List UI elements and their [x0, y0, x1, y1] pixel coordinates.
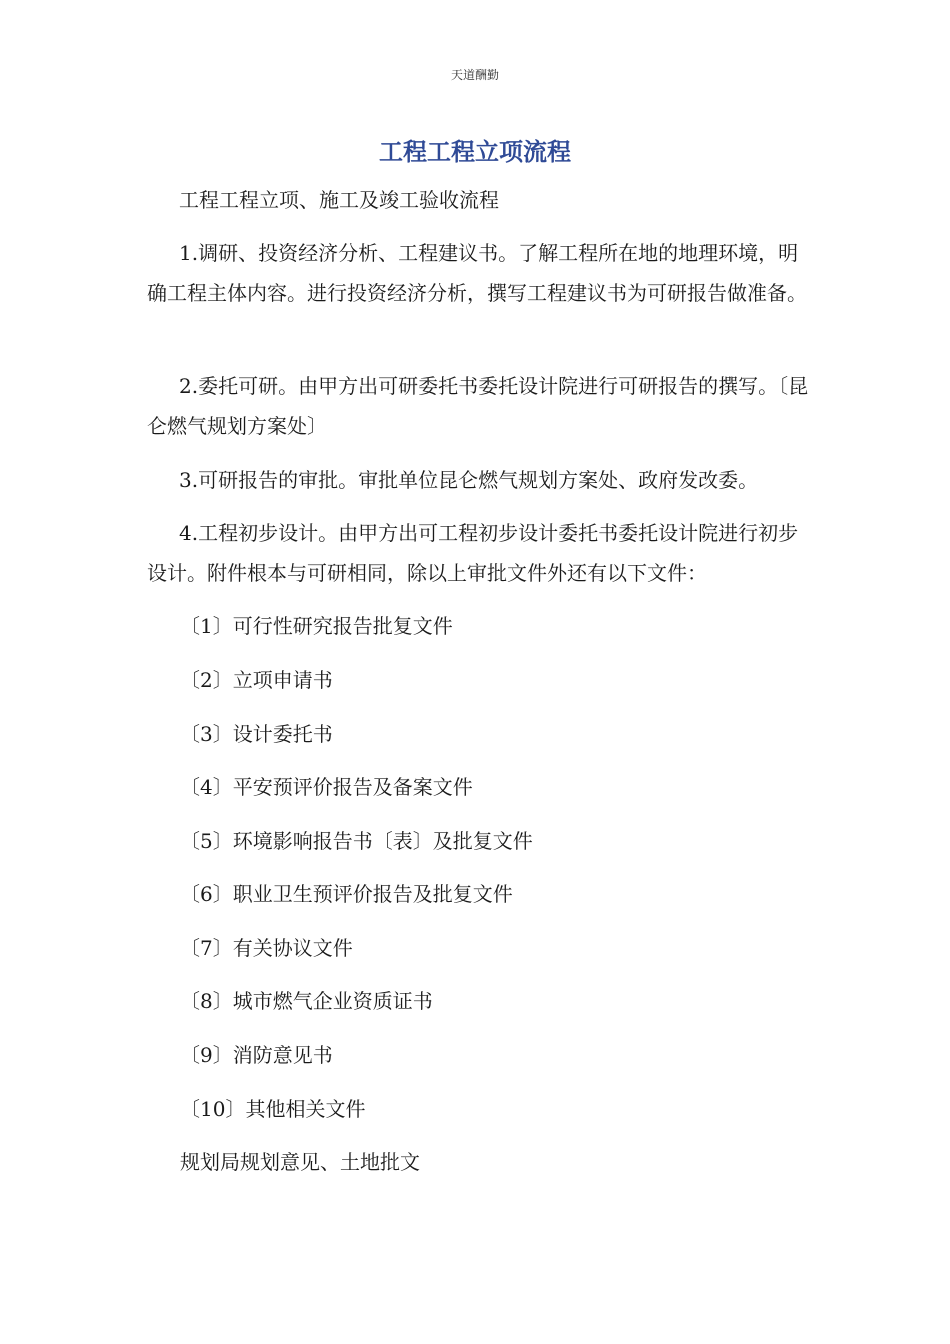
intro-paragraph: 工程工程立项、施工及竣工验收流程 — [179, 188, 499, 212]
step-4-paragraph: 4.工程初步设计。由甲方出可工程初步设计委托书委托设计院进行初步设计。附件根本与可研相同，除以上审批文件外还有以下文件： — [147, 521, 799, 585]
attachment-item-7: 〔7〕有关协议文件 — [180, 936, 353, 960]
attachment-item-6: 〔6〕职业卫生预评价报告及批复文件 — [180, 882, 513, 906]
attachment-item-3: 〔3〕设计委托书 — [180, 722, 333, 746]
step-1-paragraph: 1.调研、投资经济分析、工程建议书。了解工程所在地的地理环境，明确工程主体内容。进行投资经济分析，撰写工程建议书为可研报告做准备。 — [147, 241, 807, 305]
attachment-item-1: 〔1〕可行性研究报告批复文件 — [180, 614, 453, 638]
attachment-item-8: 〔8〕城市燃气企业资质证书 — [180, 989, 433, 1013]
attachment-item-2: 〔2〕立项申请书 — [180, 668, 333, 692]
attachment-item-4: 〔4〕平安预评价报告及备案文件 — [180, 775, 473, 799]
attachment-item-10: 〔10〕其他相关文件 — [180, 1097, 366, 1121]
step-3-paragraph: 3.可研报告的审批。审批单位昆仑燃气规划方案处、政府发改委。 — [179, 468, 759, 492]
document-title: 工程工程立项流程 — [379, 138, 571, 166]
step-2-paragraph: 2.委托可研。由甲方出可研委托书委托设计院进行可研报告的撰写。〔昆仑燃气规划方案处〕 — [147, 374, 809, 438]
page-header: 天道酬勤 — [450, 68, 499, 82]
attachment-item-9: 〔9〕消防意见书 — [180, 1043, 333, 1067]
attachment-item-5: 〔5〕环境影响报告书〔表〕及批复文件 — [180, 829, 533, 853]
closing-line: 规划局规划意见、土地批文 — [180, 1150, 420, 1174]
